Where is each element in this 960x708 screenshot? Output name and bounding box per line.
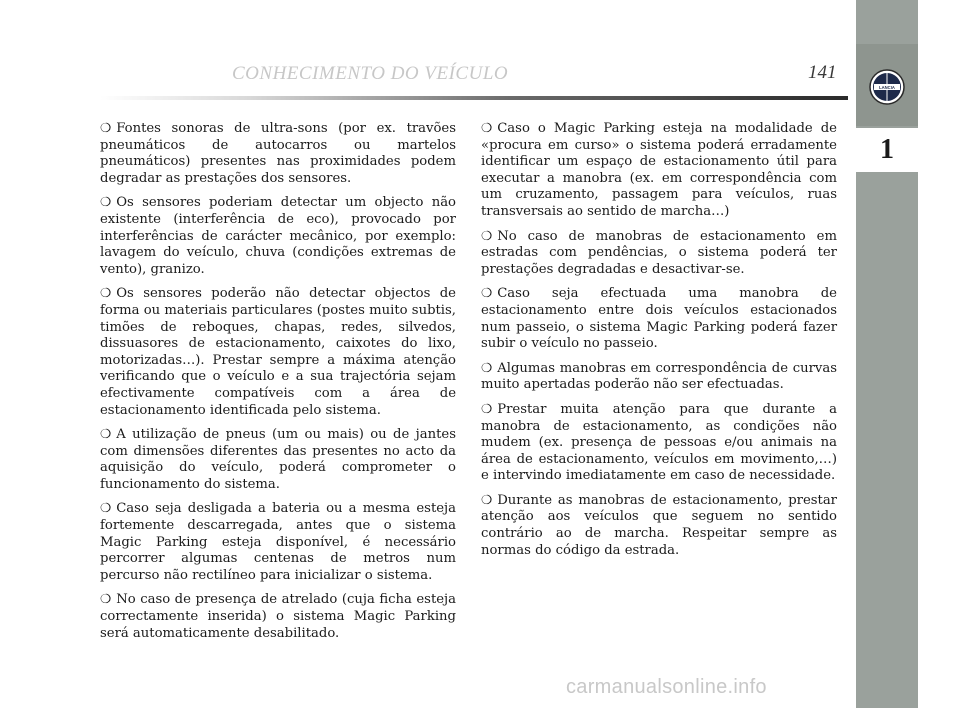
left-column (100, 120, 456, 649)
bullet-icon: ❍ (481, 491, 493, 507)
bullet-icon: ❍ (100, 120, 112, 135)
lancia-shield-icon (868, 68, 906, 106)
paragraph-text: Fontes sonoras de ultra-sons (por ex. travões pneumáticos de autocarros ou martelos pneumáticos) presentes nas proximidades podem degradar as prestações dos sensores. (100, 121, 456, 186)
chapter-number: 1 (880, 134, 894, 165)
paragraph-text: Caso seja desligada a bateria ou a mesma esteja fortemente descarregada, antes que o sistema Magic Parking esteja disponível, é necessário percorrer algumas centenas de metros num percurso não rectilíneo para inicializar o sistema. (100, 501, 456, 583)
paragraph (100, 426, 456, 493)
paragraph (481, 492, 837, 559)
paragraph-text: Algumas manobras em correspondência de curvas muito apertadas poderão não ser efectuadas. (481, 360, 837, 393)
paragraph-text: No caso de manobras de estacionamento em estradas com pendências, o sistema poderá ter prestações degradadas e desactivar-se. (481, 228, 837, 277)
paragraph-text: Durante as manobras de estacionamento, prestar atenção aos veículos que seguem no sentido contrário ao de marcha. Respeitar sempre as normas do código da estrada. (481, 492, 837, 558)
paragraph-text: Caso o Magic Parking esteja na modalidade de «procura em curso» o sistema poderá erradamente identificar um espaço de estacionamento útil para executar a manobra (ex. em correspondência com um cruzamento, passagem para veículos, ruas transversais ao sentido de marcha…) (481, 121, 837, 219)
paragraph (100, 591, 456, 642)
section-title: CONHECIMENTO DO VEÍCULO (232, 63, 509, 84)
paragraph (100, 120, 456, 187)
bullet-icon: ❍ (100, 591, 112, 607)
right-column (481, 120, 837, 566)
bullet-icon: ❍ (100, 285, 112, 301)
paragraph (100, 285, 456, 419)
bullet-icon: ❍ (481, 285, 493, 301)
watermark: carmanualsonline.info (566, 676, 767, 698)
paragraph (100, 500, 456, 584)
paragraph-text: A utilização de pneus (um ou mais) ou de jantes com dimensões diferentes das presentes no acto da aquisição do veículo, poderá comprometer o funcionamento do sistema. (100, 427, 456, 492)
paragraph (481, 228, 837, 279)
logo-text: LANCIA (879, 85, 895, 90)
bullet-icon: ❍ (481, 359, 493, 375)
paragraph-text: No caso de presença de atrelado (cuja ficha esteja correctamente inserida) o sistema Magic Parking será automaticamente desabilitado. (100, 592, 456, 641)
bullet-icon: ❍ (481, 400, 493, 416)
bullet-icon: ❍ (481, 227, 493, 243)
bullet-icon: ❍ (100, 426, 112, 442)
paragraph (100, 194, 456, 278)
paragraph-text: Os sensores poderão não detectar objectos de forma ou materiais particulares (postes muito subtis, timões de reboques, chapas, redes, silvedos, dissuasores de estacionamento, caixotes do lixo, motorizadas…). Prestar sempre a máxima atenção verificando que o veículo e a sua trajectória sejam efectivamente compatíveis com a área de estacionamento identificada pelo sistema. (100, 286, 456, 418)
paragraph-text: Os sensores poderiam detectar um objecto não existente (interferência de eco), provocado por interferências de carácter mecânico, por exemplo: lavagem do veículo, chuva (condições extremas de vento), granizo. (100, 195, 456, 277)
bullet-icon: ❍ (481, 120, 493, 135)
paragraph (481, 285, 837, 352)
bullet-icon: ❍ (100, 500, 112, 516)
bullet-icon: ❍ (100, 194, 112, 210)
paragraph-text: Caso seja efectuada uma manobra de estacionamento entre dois veículos estacionados num passeio, o sistema Magic Parking poderá fazer subir o veículo no passeio. (481, 286, 837, 352)
paragraph (481, 401, 837, 485)
paragraph (481, 120, 837, 221)
page-number: 141 (808, 62, 837, 83)
paragraph-text: Prestar muita atenção para que durante a manobra de estacionamento, as condições não mudem (ex. presença de pessoas e/ou animais na área de estacionamento, veículos em movimento,…) e intervindo imediatamente em caso de necessidade. (481, 401, 837, 484)
paragraph (481, 360, 837, 394)
header-rule (100, 96, 848, 100)
